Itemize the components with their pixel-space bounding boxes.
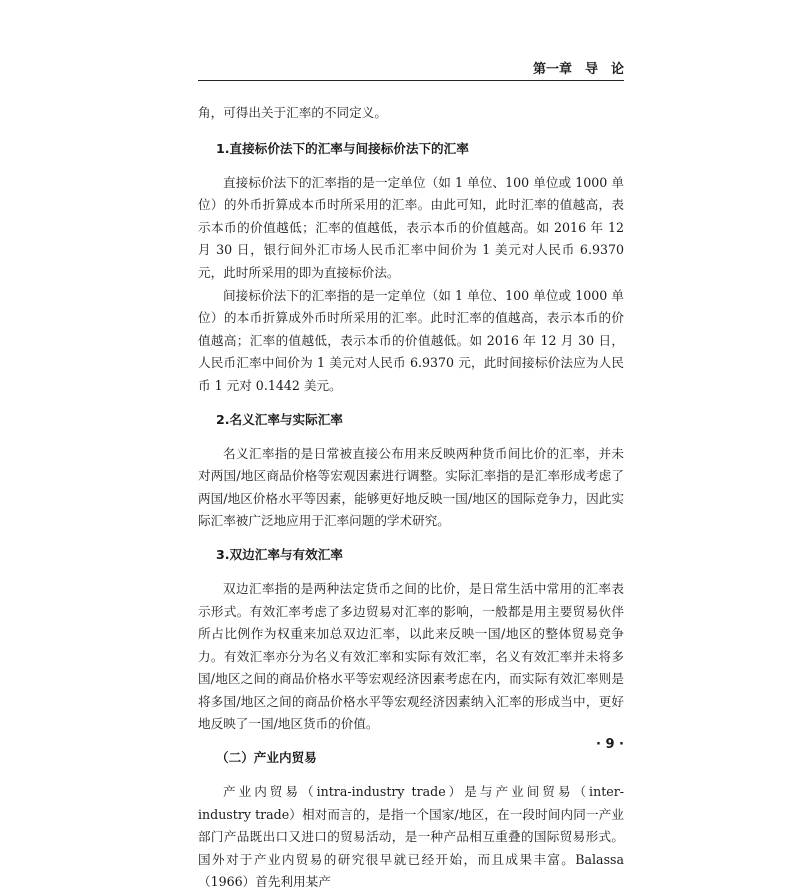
section-heading-direct-indirect-quotation: 1.直接标价法下的汇率与间接标价法下的汇率 xyxy=(216,140,469,156)
section-heading-intra-industry-trade: （二）产业内贸易 xyxy=(216,750,317,766)
paragraph-indirect-quotation: 间接标价法下的汇率指的是一定单位（如 1 单位、100 单位或 1000 单位）的本币折算成外币时所采用的汇率。此时汇率的值越高，表示本币的价值越高；汇率的值越低，表示本币的价值越低。如 2016 年 12 月 30 日，人民币汇率中间价为 1 美元对人民币 6.9370 元，此时间接标价法应为人民币 1 元对 0.1442 美元。 xyxy=(198,287,624,393)
body-text xyxy=(198,102,624,894)
paragraph-intra-industry-trade: 产业内贸易（intra-industry trade）是与产业间贸易（inter-industry trade）相对而言的，是指一个国家/地区，在一段时间内同一产业部门产品既出口又进口的贸易活动，是一种产品相互重叠的国际贸易形式。国外对于产业内贸易的研究很早就已经开始，而且成果丰富。Balassa（1966）首先利用某产 xyxy=(198,784,624,890)
paragraph-continuation: 角，可得出关于汇率的不同定义。 xyxy=(198,105,387,120)
section-heading-bilateral-effective-rate: 3.双边汇率与有效汇率 xyxy=(216,547,343,563)
running-header: 第一章 导 论 xyxy=(532,62,624,77)
paragraph-direct-quotation: 直接标价法下的汇率指的是一定单位（如 1 单位、100 单位或 1000 单位）的外币折算成本币时所采用的汇率。由此可知，此时汇率的值越高，表示本币的价值越低；汇率的值越低，表示本币的价值越高。如 2016 年 12 月 30 日，银行间外汇市场人民币汇率中间价为 1 美元对人民币 6.9370 元，此时所采用的即为直接标价法。 xyxy=(198,174,624,280)
header-rule xyxy=(198,80,624,81)
section-heading-nominal-real-rate: 2.名义汇率与实际汇率 xyxy=(216,411,343,427)
page-number: · 9 · xyxy=(596,737,624,752)
paragraph-bilateral-effective-rate: 双边汇率指的是两种法定货币之间的比价，是日常生活中常用的汇率表示形式。有效汇率考虑了多边贸易对汇率的影响，一般都是用主要贸易伙伴所占比例作为权重来加总双边汇率，以此来反映一国/地区的整体贸易竞争力。有效汇率亦分为名义有效汇率和实际有效汇率，名义有效汇率并未将多国/地区之间的商品价格水平等宏观经济因素考虑在内，而实际有效汇率则是将多国/地区之间的商品价格水平等宏观经济因素纳入汇率的形成当中，更好地反映了一国/地区货币的价值。 xyxy=(198,580,624,732)
paragraph-nominal-real-rate: 名义汇率指的是日常被直接公布用来反映两种货币间比价的汇率，并未对两国/地区商品价格等宏观因素进行调整。实际汇率指的是汇率形成考虑了两国/地区价格水平等因素，能够更好地反映一国/地区的国际竞争力，因此实际汇率被广泛地应用于汇率问题的学术研究。 xyxy=(198,445,624,529)
